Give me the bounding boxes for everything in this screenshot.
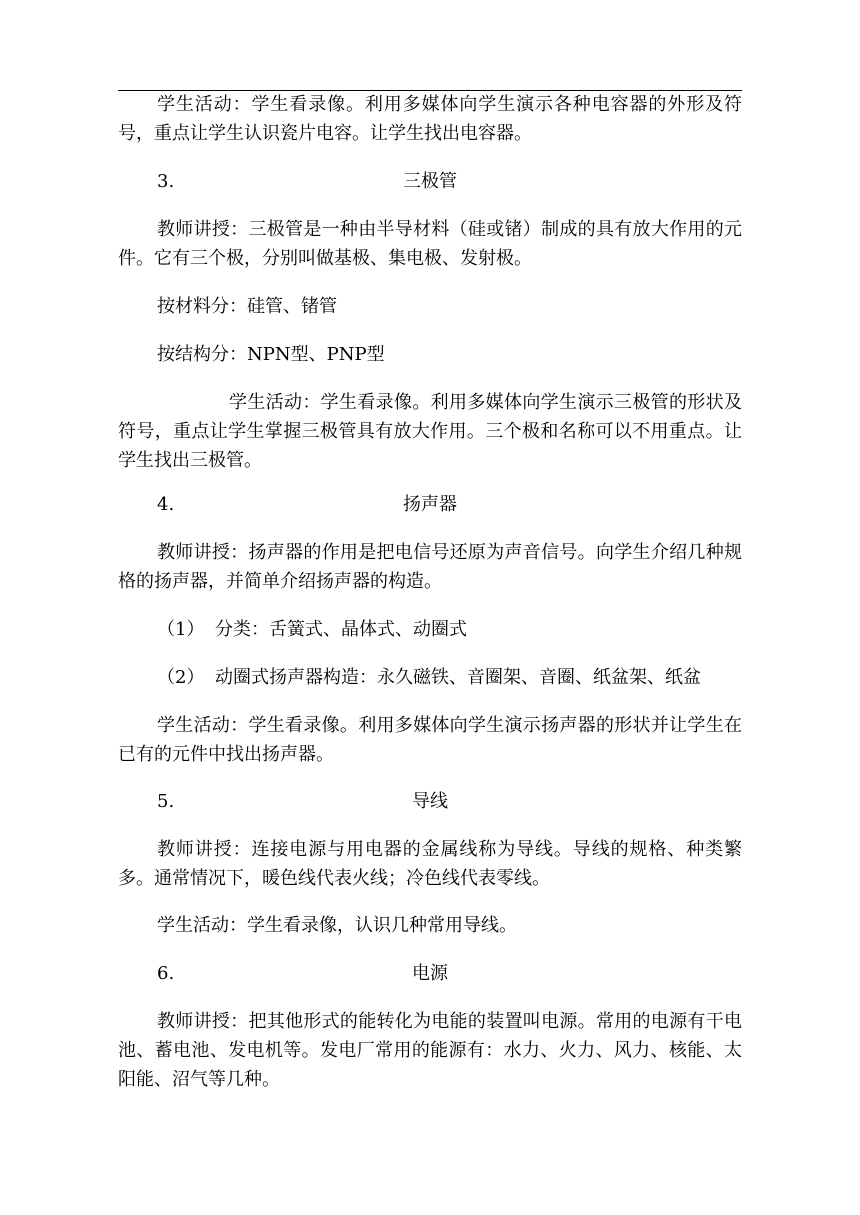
section-title: 三极管 [403, 171, 457, 192]
section-title: 电源 [412, 963, 448, 984]
paragraph-teacher-speaker: 教师讲授：扬声器的作用是把电信号还原为声音信号。向学生介绍几种规格的扬声器，并简单介绍扬声器的构造。 [118, 542, 742, 592]
paragraph-structure-types: 按结构分：NPN型、PNP型 [157, 344, 385, 365]
section-heading-3 [118, 167, 742, 196]
section-title: 导线 [412, 791, 448, 812]
list-item [157, 663, 701, 692]
paragraph-teacher-transistor: 教师讲授：三极管是一种由半导材料（硅或锗）制成的具有放大作用的元件。它有三个极，分别叫做基极、集电极、发射极。 [118, 219, 742, 269]
list-text: 动圈式扬声器构造：永久磁铁、音圈架、音圈、纸盆架、纸盆 [215, 667, 701, 688]
section-number: 3. [157, 171, 175, 192]
paragraph-teacher-power-source: 教师讲授：把其他形式的能转化为电能的装置叫电源。常用的电源有干电池、蓄电池、发电机等。发电厂常用的能源有：水力、火力、风力、核能、太阳能、沼气等几种。 [118, 1011, 742, 1090]
paragraph-material-types: 按材料分：硅管、锗管 [157, 296, 337, 317]
section-title: 扬声器 [403, 494, 457, 515]
section-number: 4. [157, 494, 175, 515]
section-heading-6 [118, 959, 742, 988]
list-marker: （1） [157, 619, 205, 640]
list-text: 分类：舌簧式、晶体式、动圈式 [215, 619, 467, 640]
section-number: 6. [157, 963, 175, 984]
list-marker: （2） [157, 667, 205, 688]
list-item [157, 615, 467, 644]
section-heading-5 [118, 787, 742, 816]
paragraph-teacher-wire: 教师讲授：连接电源与用电器的金属线称为导线。导线的规格、种类繁多。通常情况下，暖色线代表火线；冷色线代表零线。 [118, 839, 742, 889]
paragraph-student-activity-speaker: 学生活动：学生看录像。利用多媒体向学生演示扬声器的形状并让学生在已有的元件中找出扬声器。 [118, 715, 742, 765]
section-number: 5. [157, 791, 175, 812]
paragraph-student-activity-wire: 学生活动：学生看录像，认识几种常用导线。 [157, 915, 517, 936]
section-heading-4 [118, 490, 742, 519]
paragraph-student-activity-transistor: 学生活动：学生看录像。利用多媒体向学生演示三极管的形状及符号，重点让学生掌握三极管具有放大作用。三个极和名称可以不用重点。让学生找出三极管。 [118, 392, 742, 471]
paragraph-student-activity-capacitor: 学生活动：学生看录像。利用多媒体向学生演示各种电容器的外形及符号，重点让学生认识瓷片电容。让学生找出电容器。 [118, 94, 742, 144]
